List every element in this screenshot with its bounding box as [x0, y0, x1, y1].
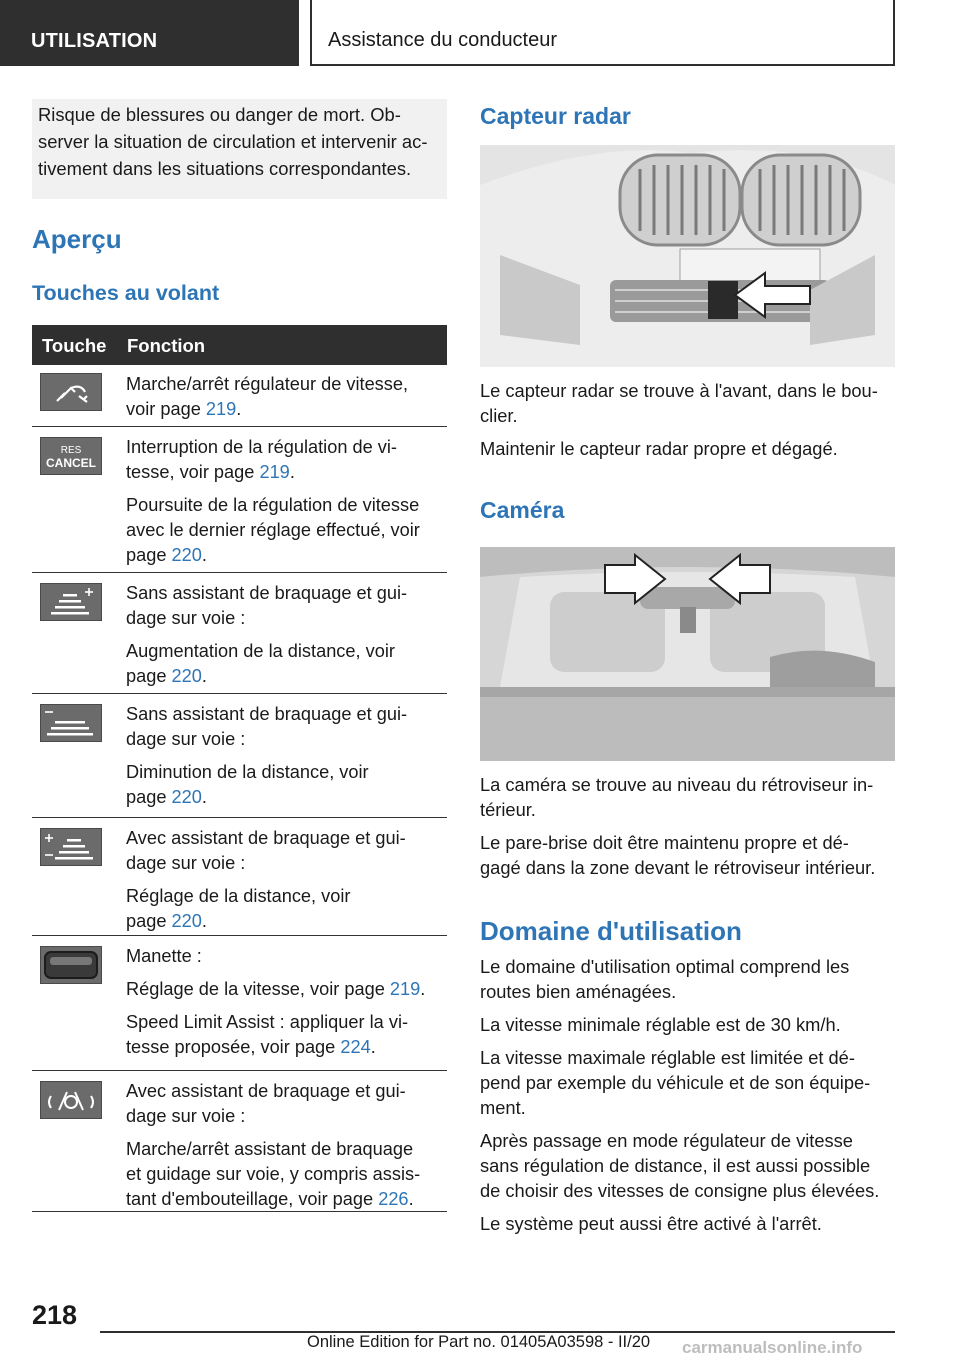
domaine-line: sans régulation de distance, il est aussi possible: [480, 1155, 871, 1176]
function-paragraph: [126, 1079, 444, 1129]
function-text: dage sur voie :: [126, 1106, 246, 1126]
camera-line: térieur.: [480, 799, 536, 820]
function-text: Poursuite de la régulation de vitesse: [126, 495, 420, 515]
page-number: 218: [32, 1300, 78, 1330]
page-reference-link[interactable]: 220: [171, 911, 202, 931]
function-text: Marche/arrêt régulateur de vitesse,: [126, 374, 409, 394]
function-text: dage sur voie :: [126, 853, 246, 873]
page-reference-link[interactable]: 220: [171, 787, 202, 807]
function-text: Avec assistant de braquage et gui-: [126, 828, 406, 848]
camera-heading: Caméra: [480, 497, 565, 523]
page-reference-link[interactable]: 219: [205, 399, 237, 419]
function-text: voir page: [126, 399, 206, 419]
page-header: [0, 0, 960, 66]
warning-line: server la situation de circulation et intervenir ac-: [38, 131, 428, 152]
function-text: tesse, voir page: [126, 462, 260, 482]
function-text: .: [370, 1037, 376, 1057]
camera-text: [480, 772, 900, 888]
steering-buttons-table: [32, 325, 447, 1212]
radar-line: clier.: [480, 405, 518, 426]
car-front-illustration: [480, 145, 895, 367]
function-text: Marche/arrêt assistant de braquage: [126, 1139, 414, 1159]
function-text: .: [201, 787, 207, 807]
radar-heading: Capteur radar: [480, 103, 631, 129]
function-paragraph: [126, 760, 444, 810]
function-paragraph: [126, 372, 444, 422]
function-paragraph: [126, 977, 444, 1002]
function-text: .: [201, 545, 207, 565]
function-text: Réglage de la vitesse, voir page: [126, 979, 390, 999]
domaine-line: routes bien aménagées.: [480, 981, 677, 1002]
table-row: [32, 365, 447, 427]
radar-line: Le capteur radar se trouve à l'avant, dans le bou-: [480, 380, 878, 401]
camera-photo: [480, 547, 895, 761]
warning-box: [32, 99, 447, 199]
table-row: [32, 818, 447, 936]
function-description: [126, 702, 444, 818]
function-description: [126, 372, 444, 430]
radar-photo: [480, 145, 895, 367]
function-text: .: [408, 1189, 414, 1209]
function-text: Speed Limit Assist : appliquer la vi-: [126, 1012, 409, 1032]
function-text: .: [236, 399, 242, 419]
touches-heading: Touches au volant: [32, 281, 220, 305]
function-text: .: [201, 666, 207, 686]
apercu-heading: Aperçu: [32, 224, 122, 254]
table-row: [32, 694, 447, 818]
function-text: page: [126, 666, 172, 686]
car-interior-illustration: [480, 547, 895, 761]
domaine-line: ment.: [480, 1097, 526, 1118]
function-paragraph: [126, 884, 444, 934]
function-text: .: [420, 979, 426, 999]
function-text: tant d'embouteillage, voir page: [126, 1189, 379, 1209]
distance-increase-icon: [40, 583, 102, 621]
function-text: Avec assistant de braquage et gui-: [126, 1081, 406, 1101]
camera-line: La caméra se trouve au niveau du rétroviseur in-: [480, 774, 874, 795]
res-cancel-icon: [40, 437, 102, 475]
function-text: dage sur voie :: [126, 608, 246, 628]
camera-line: gagé dans la zone devant le rétroviseur intérieur.: [480, 857, 876, 878]
function-text: page: [126, 545, 172, 565]
table-row: [32, 936, 447, 1071]
domaine-line: Le domaine d'utilisation optimal comprend les: [480, 956, 850, 977]
steering-assist-icon: [40, 1081, 102, 1119]
warning-line: tivement dans les situations correspondantes.: [38, 158, 412, 179]
rocker-switch-icon: [40, 946, 102, 984]
page-reference-link[interactable]: 224: [340, 1037, 371, 1057]
function-text: dage sur voie :: [126, 729, 246, 749]
domaine-line: La vitesse maximale réglable est limitée et dé-: [480, 1047, 855, 1068]
radar-line: Maintenir le capteur radar propre et dégagé.: [480, 438, 838, 459]
page-reference-link[interactable]: 219: [389, 979, 421, 999]
function-paragraph: [126, 826, 444, 876]
function-text: .: [201, 911, 207, 931]
domaine-line: La vitesse minimale réglable est de 30 km/h.: [480, 1014, 841, 1035]
distance-adjust-icon: [40, 828, 102, 866]
table-row: [32, 1071, 447, 1212]
function-paragraph: [126, 493, 444, 568]
function-text: page: [126, 787, 172, 807]
function-paragraph: [126, 944, 444, 969]
col-fonction: Fonction: [127, 335, 206, 356]
function-text: Interruption de la régulation de vi-: [126, 437, 397, 457]
function-paragraph: [126, 702, 444, 752]
svg-text:CANCEL: CANCEL: [46, 456, 96, 470]
distance-decrease-icon: [40, 704, 102, 742]
function-paragraph: [126, 1010, 444, 1060]
domaine-line: pend par exemple du véhicule et de son équipe-: [480, 1072, 871, 1093]
function-text: .: [289, 462, 295, 482]
function-paragraph: [126, 1137, 444, 1212]
table-row: [32, 427, 447, 573]
table-body: [32, 365, 447, 1212]
table-row: [32, 573, 447, 694]
domaine-text: [480, 954, 900, 1244]
page-reference-link[interactable]: 219: [259, 462, 290, 482]
page-reference-link[interactable]: 220: [171, 545, 202, 565]
table-header: [32, 325, 447, 365]
function-text: Sans assistant de braquage et gui-: [126, 704, 408, 724]
col-touche: Touche: [42, 335, 107, 356]
function-text: page: [126, 911, 172, 931]
function-text: Sans assistant de braquage et gui-: [126, 583, 408, 603]
function-text: tesse proposée, voir page: [126, 1037, 341, 1057]
edition-note: Online Edition for Part no. 01405A03598 - II/20: [307, 1333, 651, 1351]
watermark: carmanualsonline.info: [682, 1338, 863, 1357]
function-text: avec le dernier réglage effectué, voir: [126, 520, 420, 540]
cruise-control-onoff-icon: [40, 373, 102, 411]
chapter-tab: Assistance du conducteur: [310, 0, 895, 66]
page-reference-link[interactable]: 226: [378, 1189, 409, 1209]
domaine-line: Après passage en mode régulateur de vitesse: [480, 1130, 853, 1151]
function-text: et guidage sur voie, y compris assis-: [126, 1164, 421, 1184]
function-text: Manette :: [126, 946, 202, 966]
function-paragraph: [126, 639, 444, 689]
function-description: [126, 826, 444, 942]
function-text: Augmentation de la distance, voir: [126, 641, 395, 661]
function-description: [126, 1079, 444, 1220]
svg-text:RES: RES: [60, 445, 82, 456]
function-text: Réglage de la distance, voir: [126, 886, 351, 906]
function-paragraph: [126, 581, 444, 631]
function-description: [126, 581, 444, 697]
function-text: Diminution de la distance, voir: [126, 762, 369, 782]
domaine-heading: Domaine d'utilisation: [480, 916, 742, 946]
section-tab: UTILISATION: [0, 0, 299, 66]
warning-line: Risque de blessures ou danger de mort. Ob-: [38, 104, 401, 125]
page-reference-link[interactable]: 220: [171, 666, 202, 686]
function-description: [126, 944, 444, 1068]
domaine-line: Le système peut aussi être activé à l'arrêt.: [480, 1213, 822, 1234]
radar-text: [480, 378, 900, 469]
domaine-line: de choisir des vitesses de consigne plus élevées.: [480, 1180, 880, 1201]
camera-line: Le pare-brise doit être maintenu propre et dé-: [480, 832, 849, 853]
function-description: [126, 435, 444, 576]
function-paragraph: [126, 435, 444, 485]
